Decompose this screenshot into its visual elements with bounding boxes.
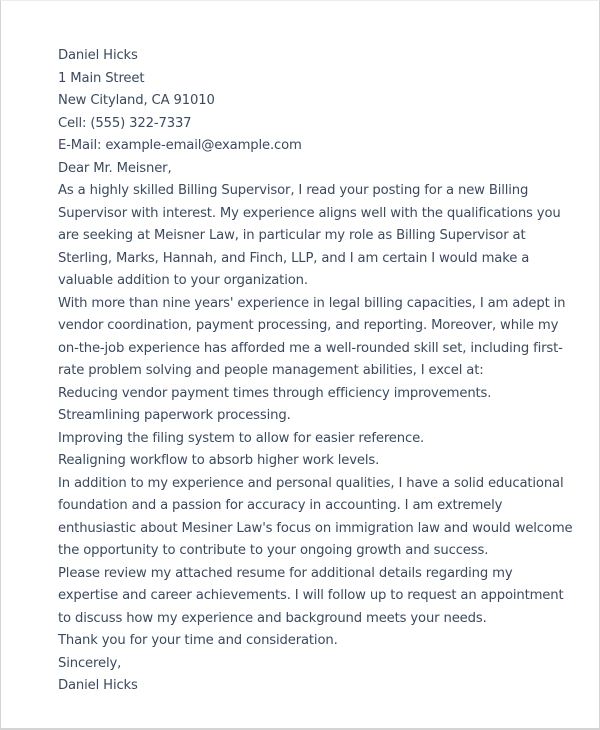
paragraph-line: valuable addition to your organization. [58, 273, 308, 288]
paragraph-line: enthusiastic about Mesiner Law's focus on immigration law and would welcome [58, 520, 573, 536]
paragraph-line: expertise and career achievements. I will follow up to request an appointment [58, 588, 564, 603]
sender-cell: Cell: (555) 322-7337 [58, 115, 192, 131]
signature: Daniel Hicks [58, 678, 138, 693]
skill-item: Streamlining paperwork processing. [58, 408, 291, 423]
paragraph-line: the opportunity to contribute to your ongoing growth and success. [58, 543, 489, 558]
sender-name: Daniel Hicks [58, 48, 138, 63]
paragraph-line: to discuss how my experience and background meets your needs. [58, 610, 487, 626]
paragraph-follow-up [58, 563, 578, 631]
paragraph-line: Sterling, Marks, Hannah, and Finch, LLP, and I am certain I would make a [58, 250, 530, 266]
paragraph-line: As a highly skilled Billing Supervisor, I read your posting for a new Billing [58, 183, 529, 198]
skill-item: Reducing vendor payment times through efficiency improvements. [58, 385, 492, 401]
sign-off: Sincerely, [58, 655, 122, 671]
skill-item: Improving the filing system to allow for easier reference. [58, 430, 425, 446]
paragraph-intro [58, 180, 578, 293]
paragraph-line: Supervisor with interest. My experience aligns well with the qualifications you [58, 205, 561, 221]
sender-street: 1 Main Street [58, 70, 145, 86]
sender-city: New Cityland, CA 91010 [58, 93, 215, 108]
salutation: Dear Mr. Meisner, [58, 160, 172, 176]
paragraph-line: on-the-job experience has afforded me a well-rounded skill set, including first- [58, 340, 563, 356]
paragraph-education [58, 473, 578, 563]
thanks-line: Thank you for your time and consideration. [58, 633, 338, 648]
cover-letter [58, 45, 578, 698]
paragraph-experience [58, 293, 578, 383]
paragraph-line: are seeking at Meisner Law, in particular my role as Billing Supervisor at [58, 228, 526, 243]
paragraph-line: In addition to my experience and personal qualities, I have a solid educational [58, 475, 564, 491]
paragraph-line: vendor coordination, payment processing, and reporting. Moreover, while my [58, 318, 559, 333]
paragraph-line: rate problem solving and people management abilities, I excel at: [58, 363, 484, 378]
skills-list [58, 383, 578, 473]
sender-block [58, 45, 578, 158]
paragraph-line: With more than nine years' experience in legal billing capacities, I am adept in [58, 295, 566, 311]
sender-email: E-Mail: example-email@example.com [58, 138, 302, 153]
paragraph-line: Please review my attached resume for additional details regarding my [58, 565, 513, 581]
paragraph-line: foundation and a passion for accuracy in accounting. I am extremely [58, 498, 503, 513]
skill-item: Realigning workflow to absorb higher work levels. [58, 453, 380, 468]
